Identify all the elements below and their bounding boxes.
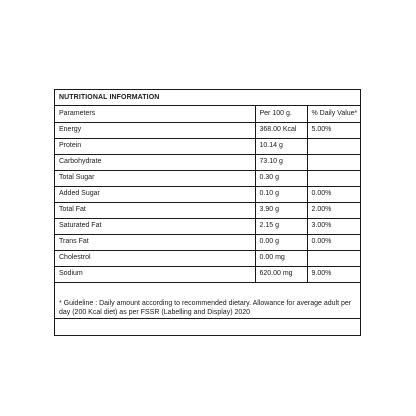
row-per-100g: 2.15 g <box>255 218 307 234</box>
row-parameter: Carbohydrate <box>55 154 255 170</box>
table-row <box>55 170 360 186</box>
table-row <box>55 218 360 234</box>
row-per-100g: 3.90 g <box>255 202 307 218</box>
row-per-100g: 73.10 g <box>255 154 307 170</box>
guideline-note: * Guideline : Daily amount according to recommended dietary. Allowance for average adult per day (200 Kcal diet) as per FSSR (Labelling and Display) 2020 <box>59 300 352 316</box>
row-per-100g: 0.10 g <box>255 186 307 202</box>
row-daily-value: 9.00% <box>307 266 360 282</box>
row-daily-value: 0.00% <box>307 186 360 202</box>
header-daily-value: % Daily Value* <box>307 106 360 122</box>
row-parameter: Sodium <box>55 266 255 282</box>
row-daily-value <box>307 154 360 170</box>
row-daily-value: 2.00% <box>307 202 360 218</box>
nutrition-table <box>54 89 361 336</box>
row-parameter: Trans Fat <box>55 234 255 250</box>
table-row <box>55 250 360 266</box>
row-per-100g: 10.14 g <box>255 138 307 154</box>
row-per-100g: 0.00 mg <box>255 250 307 266</box>
row-per-100g: 368.00 Kcal <box>255 122 307 138</box>
row-daily-value: 3.00% <box>307 218 360 234</box>
row-daily-value <box>307 250 360 266</box>
row-parameter: Total Sugar <box>55 170 255 186</box>
header-row <box>55 106 360 122</box>
header-parameters: Parameters <box>55 106 255 122</box>
row-daily-value <box>307 170 360 186</box>
row-parameter: Saturated Fat <box>55 218 255 234</box>
table-row <box>55 202 360 218</box>
header-per-100g: Per 100 g. <box>255 106 307 122</box>
row-per-100g: 620.00 mg <box>255 266 307 282</box>
row-daily-value <box>307 138 360 154</box>
nutrition-grid <box>55 106 360 283</box>
row-parameter: Added Sugar <box>55 186 255 202</box>
guideline-row <box>55 295 360 319</box>
row-daily-value: 0.00% <box>307 234 360 250</box>
table-row <box>55 266 360 282</box>
row-parameter: Energy <box>55 122 255 138</box>
table-title: NUTRITIONAL INFORMATION <box>59 94 160 101</box>
table-row <box>55 186 360 202</box>
row-per-100g: 0.00 g <box>255 234 307 250</box>
table-row <box>55 138 360 154</box>
table-row <box>55 154 360 170</box>
row-parameter: Total Fat <box>55 202 255 218</box>
table-row <box>55 234 360 250</box>
row-daily-value: 5.00% <box>307 122 360 138</box>
table-row <box>55 122 360 138</box>
row-parameter: Cholestrol <box>55 250 255 266</box>
table-title-row <box>55 90 360 106</box>
row-per-100g: 0.30 g <box>255 170 307 186</box>
row-parameter: Protein <box>55 138 255 154</box>
